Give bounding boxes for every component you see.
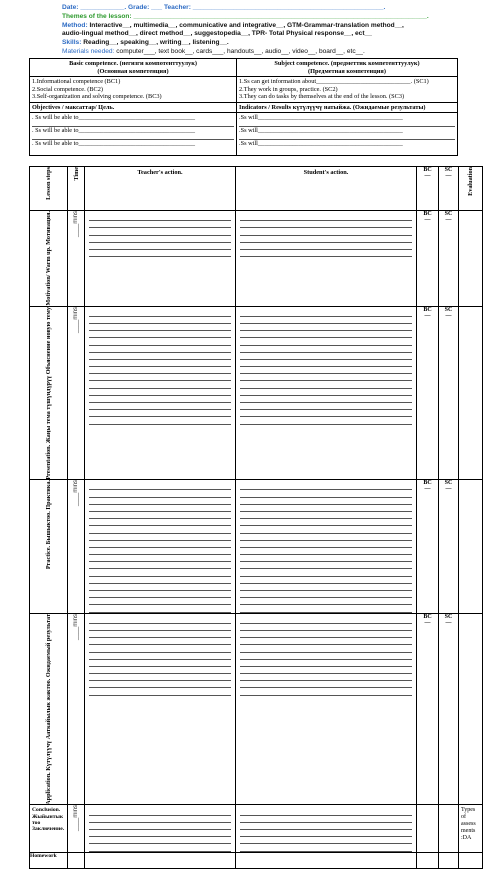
eval-label: Evaluation <box>467 167 474 196</box>
time-label: Time <box>72 167 80 181</box>
bc-cell[interactable] <box>417 306 439 480</box>
teacher-label: Teacher: <box>163 4 193 11</box>
bc-cell[interactable] <box>417 480 439 613</box>
bc-cell[interactable] <box>417 211 439 307</box>
subject-item: 2.They work in groups, practice. (SC2) <box>239 85 338 93</box>
date-label: Date: <box>62 4 81 11</box>
stage-name-cell <box>30 480 68 613</box>
teacher-action-cell[interactable] <box>85 211 236 307</box>
bc-dash: — <box>424 173 431 179</box>
homework-sc[interactable] <box>439 852 459 868</box>
teacher-action-cell[interactable] <box>85 613 236 805</box>
stage-time-cell[interactable] <box>68 805 85 852</box>
homework-teacher[interactable] <box>85 852 236 868</box>
bc-label: BC <box>423 613 432 620</box>
stage-name-cell <box>30 805 68 852</box>
col-header-steps <box>30 167 68 211</box>
teacher-action-cell[interactable] <box>85 306 236 480</box>
bc-label: BC <box>423 480 432 487</box>
evaluation-cell[interactable] <box>459 480 483 613</box>
basic-item: 3.Self-organization and solving competence. (BC3) <box>32 93 162 100</box>
objectives-title: Objectives / максаттар/ Цель. <box>30 102 237 113</box>
stage-name: Application. Күтүлүүчү Ааткайылык жактоо. Ожидаемый результат <box>45 613 52 805</box>
stage-name-cell <box>30 306 68 480</box>
objective-line[interactable]: . Ss will be able to_____________________________________ <box>32 127 234 140</box>
sc-cell[interactable] <box>439 480 459 613</box>
teacher-action-cell[interactable] <box>85 480 236 613</box>
col-header-eval <box>459 167 483 211</box>
col-header-sc <box>439 167 459 211</box>
skills-label: Skills: <box>62 39 84 47</box>
homework-time[interactable] <box>68 852 85 868</box>
sc-dash: — <box>445 312 452 319</box>
stage-time-cell[interactable] <box>68 211 85 307</box>
stage-row <box>30 805 483 852</box>
method-options-2[interactable]: audio-lingual method__, direct method__, suggestopedia__, TPR- Total Physical response__, ect__ <box>62 30 372 38</box>
steps-label: Lesson steps <box>45 167 52 200</box>
stage-row <box>30 306 483 480</box>
indicators-cell <box>237 113 458 156</box>
student-action-cell[interactable] <box>236 306 417 480</box>
lesson-plan-table <box>29 166 483 869</box>
subject-item: 3.They can do tasks by themselves at the end of the lesson. (SC3) <box>239 93 405 100</box>
stage-row <box>30 211 483 307</box>
materials-options[interactable]: computer___, text book__, cards___, handouts__, audio__, video__, board__, etc__. <box>116 47 365 55</box>
stage-time-cell[interactable] <box>68 306 85 480</box>
themes-label: Themes of the lesson: <box>62 12 134 20</box>
evaluation-cell[interactable] <box>459 306 483 480</box>
method-options[interactable]: Interactive__, multimedia__, communicative and integrative__, GTM-Grammar-translation method__, <box>89 21 404 29</box>
sc-label: SC <box>444 211 453 217</box>
evaluation-cell[interactable] <box>459 613 483 805</box>
mins-field[interactable]: ____mins <box>73 211 79 238</box>
basic-item: 2.Social competence. (BC2) <box>32 85 103 93</box>
col-header-teacher: Teacher's action. <box>85 167 236 211</box>
homework-label: Homework <box>30 852 68 868</box>
sc-cell[interactable] <box>439 211 459 307</box>
subject-title: Subject competence. (предметтик компетенттуулук) <box>274 60 420 67</box>
themes-line <box>62 12 429 22</box>
themes-field[interactable]: ________________________________________________________________________________. <box>133 12 429 20</box>
bc-dash: — <box>424 217 431 223</box>
sc-cell[interactable] <box>439 306 459 480</box>
homework-eval[interactable] <box>459 852 483 868</box>
date-field[interactable]: ____________ <box>80 4 125 11</box>
homework-bc[interactable] <box>417 852 439 868</box>
objective-line[interactable]: . Ss will be able to_____________________________________ <box>32 114 234 127</box>
teacher-field[interactable]: ____________________________________________________. <box>192 4 386 11</box>
skills-line <box>62 39 422 48</box>
stage-row <box>30 613 483 805</box>
method-label: Method: <box>62 21 90 29</box>
evaluation-cell[interactable] <box>459 211 483 307</box>
indicator-line[interactable]: .Ss will______________________________________________ <box>239 127 455 140</box>
sc-dash: — <box>445 217 452 223</box>
materials-line <box>62 48 422 57</box>
bc-dash: — <box>424 486 431 493</box>
homework-student[interactable] <box>236 852 417 868</box>
bc-cell[interactable] <box>417 805 439 852</box>
indicator-line[interactable]: .Ss will______________________________________________ <box>239 140 403 147</box>
stage-name: Practice. Бышыктоо. Практика. <box>45 480 52 570</box>
stage-name: Motivation/ Warm up. Мотивация. <box>45 211 52 306</box>
bc-label: BC <box>423 306 432 313</box>
basic-item: 1.Informational competence (BC1) <box>32 78 121 85</box>
bc-label: BC <box>423 167 432 173</box>
stage-time-cell[interactable] <box>68 613 85 805</box>
bc-cell[interactable] <box>417 613 439 805</box>
sc-label: SC <box>444 306 453 313</box>
evaluation-cell[interactable] <box>459 805 483 852</box>
basic-title-ru: (Основная компетенция) <box>97 67 169 75</box>
stage-name: Presentation. Жаңы тема түшүндүрүү Объяснение новую тему <box>45 306 52 480</box>
grade-label: . Grade: <box>124 4 152 11</box>
basic-competence-list <box>30 77 237 103</box>
subject-competence-header <box>237 59 458 77</box>
sc-dash: — <box>445 486 452 493</box>
date-line <box>62 4 422 13</box>
lesson-header <box>62 4 429 57</box>
stage-name-cell <box>30 211 68 307</box>
indicator-line[interactable]: .Ss will______________________________________________ <box>239 114 455 127</box>
subject-item[interactable]: 1.Ss can get information about______________________________. (SC1) <box>239 78 429 85</box>
bc-dash: — <box>424 312 431 319</box>
bc-dash: — <box>424 619 431 626</box>
sc-label: SC <box>444 613 453 620</box>
sc-dash: — <box>445 619 452 626</box>
skills-options[interactable]: Reading__, speaking__, writing__, listening__. <box>83 39 229 47</box>
col-header-time <box>68 167 85 211</box>
teacher-action-cell[interactable] <box>85 805 236 852</box>
col-header-student: Student's action. <box>236 167 417 211</box>
objectives-cell <box>30 113 237 156</box>
stage-rows <box>30 211 483 853</box>
grade-field[interactable]: ___ <box>151 4 163 11</box>
sc-dash: — <box>445 173 452 179</box>
basic-title: Basic competence. (негизги компотенттуулук) <box>69 60 197 67</box>
mins-field[interactable]: ____mins <box>73 613 79 640</box>
student-action-cell[interactable] <box>236 805 417 852</box>
basic-competence-header <box>30 59 237 77</box>
method-line <box>62 22 422 31</box>
mins-field[interactable]: ____mins <box>73 480 79 507</box>
mins-field[interactable]: ____mins <box>73 805 79 832</box>
student-action-cell[interactable] <box>236 613 417 805</box>
stage-name-cell <box>30 613 68 805</box>
eval-note: Types of assess ments :DA <box>461 807 476 842</box>
stage-row <box>30 480 483 613</box>
stage-time-cell[interactable] <box>68 480 85 613</box>
indicators-title: Indicators / Results күтүлүүчү натыйжа. (Ожидаемые результаты) <box>237 102 458 113</box>
mins-field[interactable]: ____mins <box>73 306 79 333</box>
sc-cell[interactable] <box>439 613 459 805</box>
student-action-cell[interactable] <box>236 480 417 613</box>
sc-cell[interactable] <box>439 805 459 852</box>
student-action-cell[interactable] <box>236 211 417 307</box>
subject-competence-list <box>237 77 458 103</box>
sc-label: SC <box>444 480 453 487</box>
stage-name: Conclusion. Жыйынтык тоо Заключение. <box>32 807 65 833</box>
competence-table <box>29 58 458 156</box>
objective-line[interactable]: . Ss will be able to_____________________________________ <box>32 140 196 147</box>
materials-label: Materials needed: <box>62 47 117 55</box>
subject-title-ru: (Предметная компетенция) <box>308 67 386 75</box>
method-line-2 <box>62 30 422 39</box>
col-header-bc <box>417 167 439 211</box>
bc-label: BC <box>423 211 432 217</box>
sc-label: SC <box>444 167 453 173</box>
